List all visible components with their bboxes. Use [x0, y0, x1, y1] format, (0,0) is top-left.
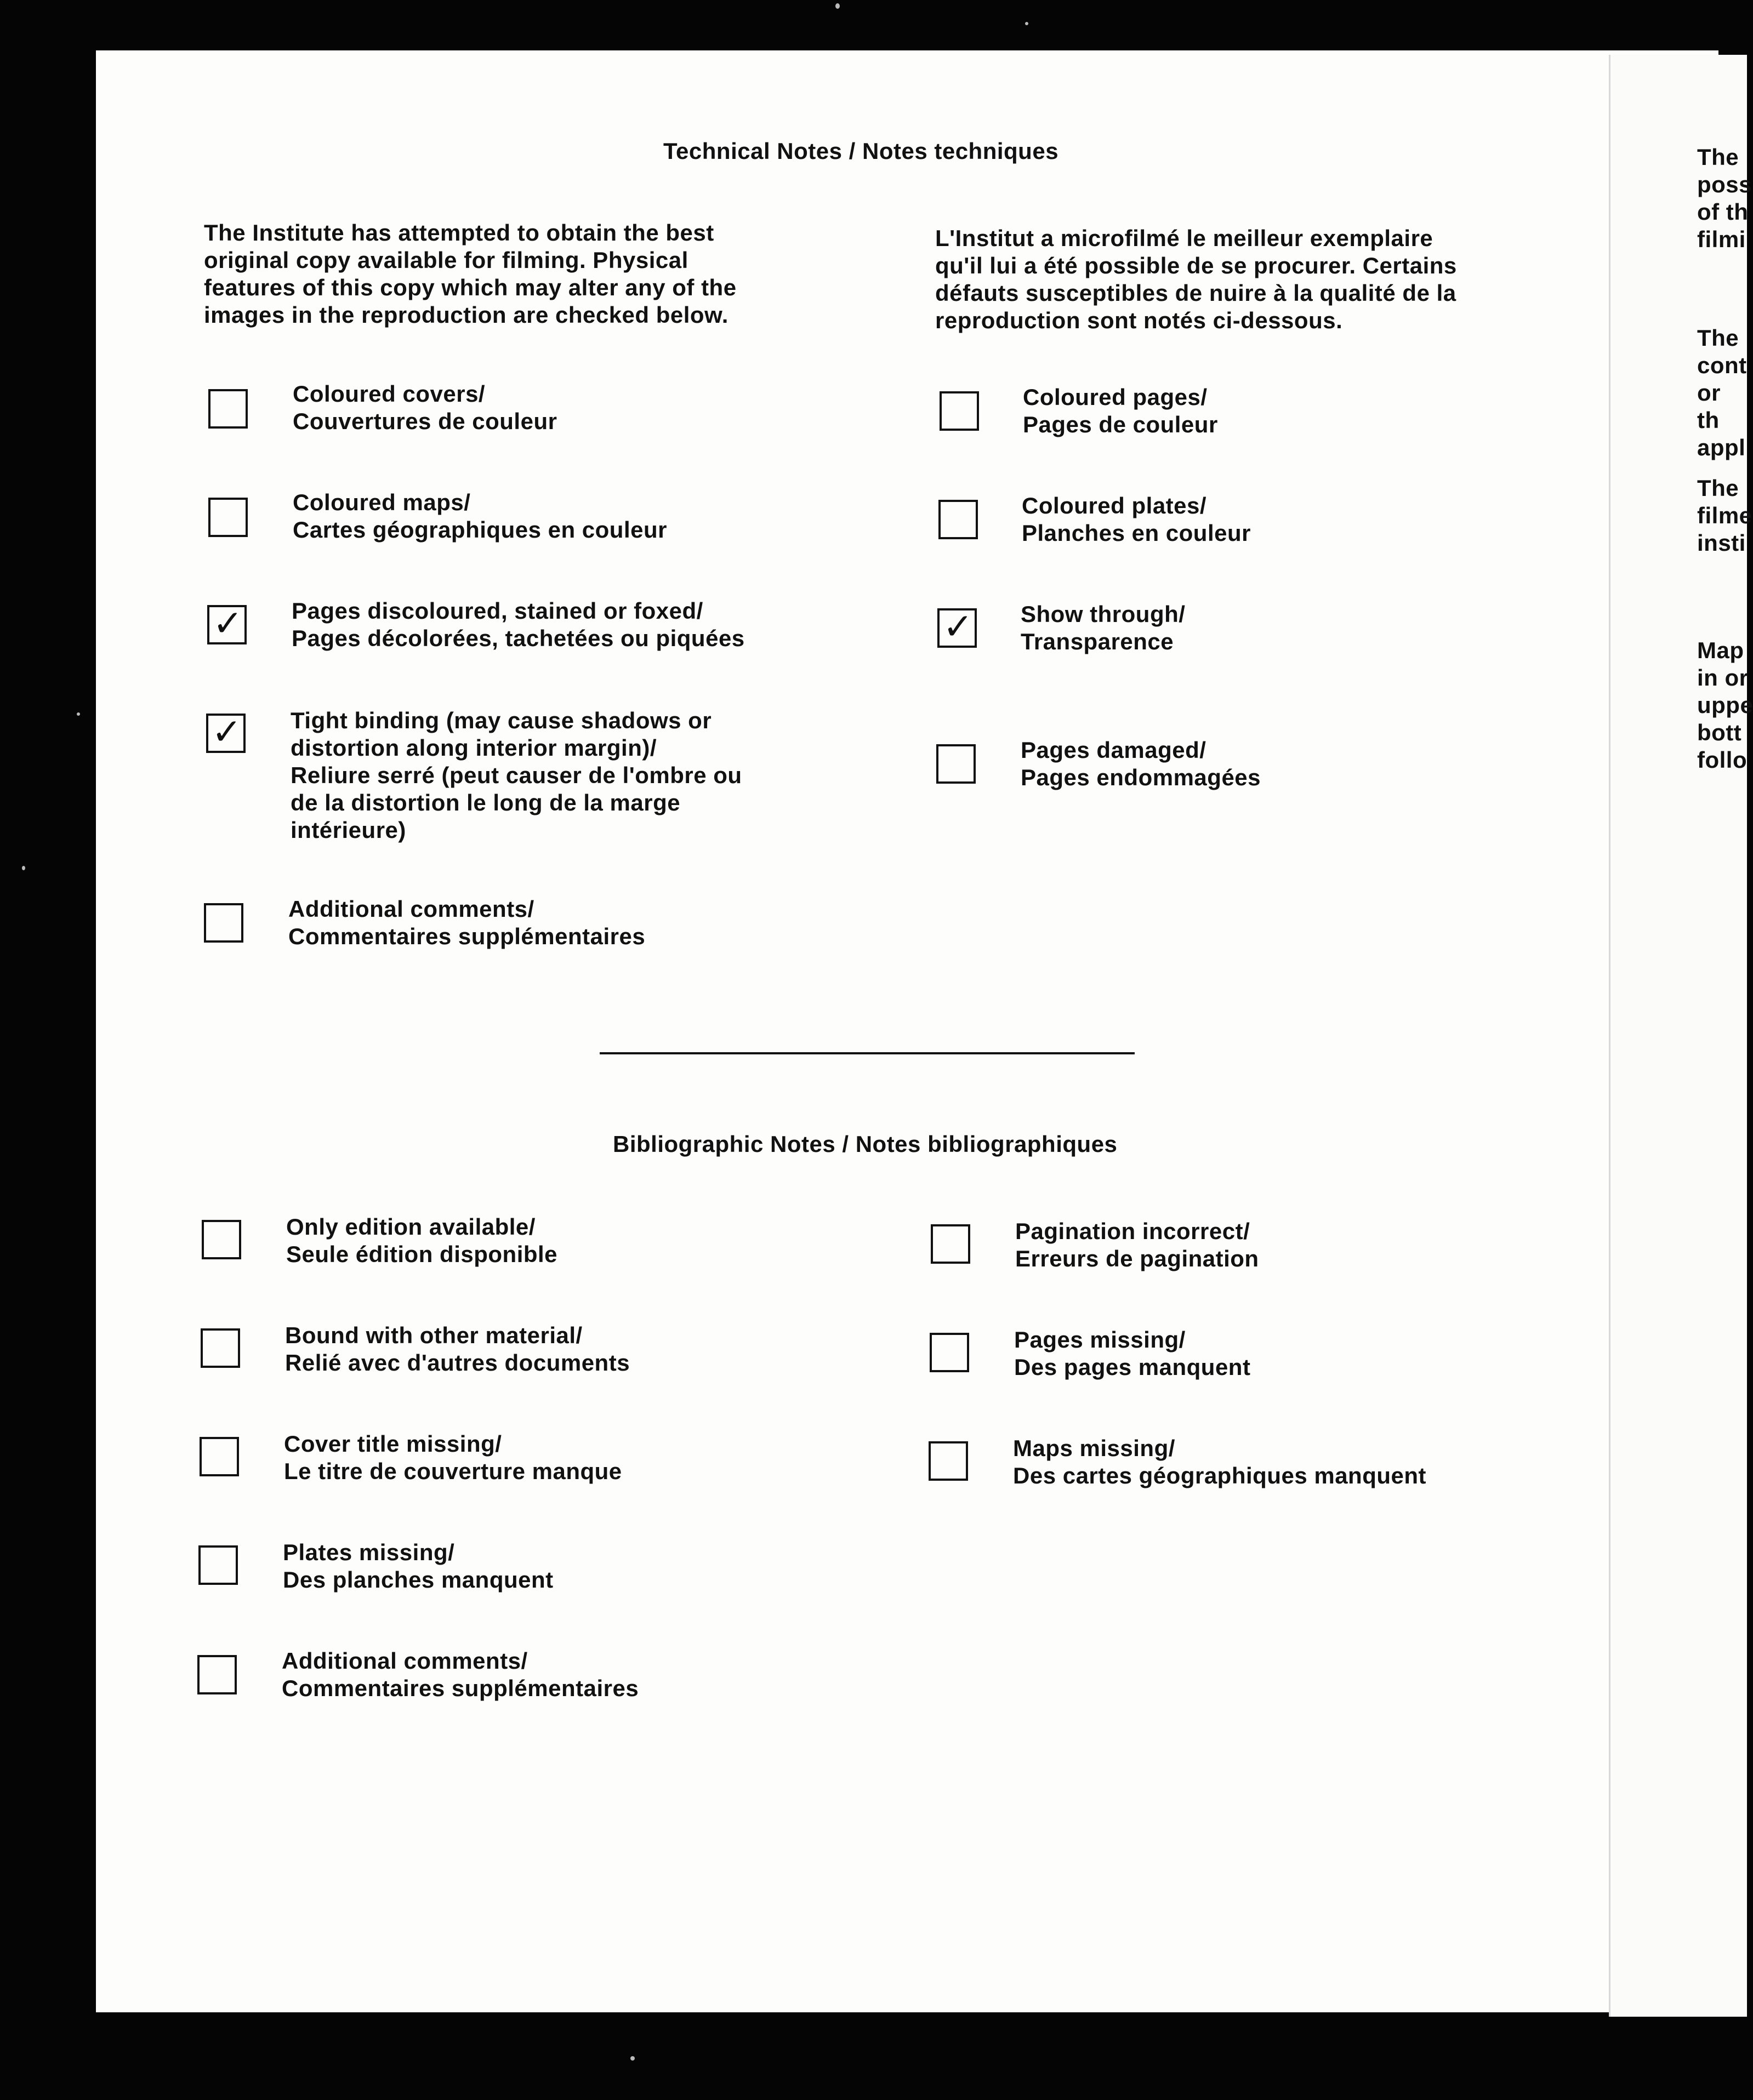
label-line: intérieure)	[291, 817, 406, 843]
intro-french	[935, 225, 1457, 334]
adjacent-page-text	[1697, 144, 1752, 253]
fragment: The	[1697, 475, 1739, 501]
intro-english-line: original copy available for filming. Physical	[204, 247, 688, 273]
label-coloured-plates	[1022, 492, 1251, 547]
label-line: Only edition available/	[286, 1214, 536, 1240]
film-speck	[22, 866, 25, 870]
checkbox-cover-title-missing[interactable]	[200, 1437, 239, 1476]
checkbox-bound-with[interactable]	[201, 1328, 240, 1368]
label-coloured-maps	[293, 489, 667, 544]
label-line: Maps missing/	[1013, 1435, 1175, 1461]
label-pages-discoloured	[292, 597, 745, 652]
adjacent-page-text	[1697, 475, 1752, 557]
intro-english-line: features of this copy which may alter any of the	[204, 275, 737, 300]
label-bound-with	[285, 1322, 630, 1377]
fragment: Map	[1697, 637, 1744, 663]
checkbox-only-edition[interactable]	[202, 1220, 241, 1259]
checkbox-pages-damaged[interactable]	[936, 744, 976, 784]
label-line: Cartes géographiques en couleur	[293, 517, 667, 543]
technical-notes-heading: Technical Notes / Notes techniques	[663, 138, 1059, 164]
checkbox-pages-discoloured[interactable]	[207, 602, 247, 644]
label-line: Couvertures de couleur	[293, 408, 557, 434]
label-line: Seule édition disponible	[286, 1241, 558, 1267]
bibliographic-notes-heading: Bibliographic Notes / Notes bibliographiques	[613, 1131, 1118, 1157]
label-coloured-covers	[293, 380, 557, 435]
fragment: filme	[1697, 503, 1752, 528]
checkbox-coloured-covers[interactable]	[208, 389, 248, 429]
label-line: Additional comments/	[282, 1648, 528, 1674]
label-pages-missing	[1014, 1326, 1250, 1381]
label-line: distortion along interior margin)/	[291, 735, 657, 761]
label-line: Erreurs de pagination	[1015, 1246, 1259, 1271]
label-only-edition	[286, 1213, 557, 1268]
checkbox-tight-binding[interactable]	[206, 711, 246, 753]
label-line: Commentaires supplémentaires	[282, 1675, 639, 1701]
fragment: or th	[1697, 380, 1721, 433]
check-mark-icon: ✓	[212, 711, 242, 753]
label-line: Pages décolorées, tachetées ou piquées	[292, 625, 745, 651]
checkbox-show-through[interactable]	[937, 608, 977, 648]
checkbox-coloured-maps[interactable]	[208, 498, 248, 537]
fragment: bott	[1697, 720, 1742, 745]
label-maps-missing	[1013, 1435, 1426, 1490]
label-line: Pagination incorrect/	[1015, 1218, 1250, 1244]
label-line: Des pages manquent	[1014, 1354, 1251, 1380]
intro-english-line: The Institute has attempted to obtain the best	[204, 220, 714, 246]
intro-english-line: images in the reproduction are checked below.	[204, 302, 728, 328]
fragment: follo	[1697, 747, 1748, 773]
label-line: Commentaires supplémentaires	[288, 923, 646, 949]
label-cover-title-missing	[284, 1430, 622, 1485]
check-mark-icon: ✓	[213, 602, 243, 644]
label-line: Bound with other material/	[285, 1322, 583, 1348]
film-speck	[77, 712, 80, 716]
fragment: appl	[1697, 435, 1746, 460]
section-divider	[600, 1052, 1135, 1054]
label-line: Coloured plates/	[1022, 493, 1207, 518]
intro-french-line: reproduction sont notés ci-dessous.	[935, 307, 1343, 333]
label-line: Des planches manquent	[283, 1567, 554, 1593]
label-tight-binding	[291, 707, 742, 844]
label-additional-comments-bibliographic	[282, 1647, 639, 1702]
label-line: Pages damaged/	[1021, 737, 1206, 763]
adjacent-page-text	[1697, 637, 1753, 774]
label-line: Show through/	[1021, 601, 1186, 627]
label-line: Planches en couleur	[1022, 520, 1251, 546]
label-additional-comments-technical	[288, 895, 645, 950]
checkbox-coloured-plates[interactable]	[938, 500, 978, 539]
intro-french-line: L'Institut a microfilmé le meilleur exemplaire	[935, 225, 1433, 251]
label-line: Des cartes géographiques manquent	[1013, 1463, 1427, 1488]
label-line: Tight binding (may cause shadows or	[291, 707, 712, 733]
label-show-through	[1021, 601, 1185, 655]
label-line: Coloured pages/	[1023, 384, 1208, 410]
label-line: Pages de couleur	[1023, 412, 1218, 437]
checkbox-pages-missing[interactable]	[930, 1333, 969, 1372]
label-line: Cover title missing/	[284, 1431, 502, 1457]
label-pagination-incorrect	[1015, 1218, 1259, 1272]
label-pages-damaged	[1021, 737, 1261, 791]
label-line: Pages discoloured, stained or foxed/	[292, 598, 703, 624]
film-speck	[835, 3, 840, 9]
label-line: Coloured covers/	[293, 381, 486, 407]
check-mark-icon: ✓	[943, 606, 974, 648]
label-line: Relié avec d'autres documents	[285, 1350, 630, 1376]
intro-french-line: qu'il lui a été possible de se procurer. Certains	[935, 253, 1457, 278]
fragment: of th	[1697, 199, 1749, 225]
checkbox-pagination-incorrect[interactable]	[931, 1224, 970, 1264]
fragment: The	[1697, 325, 1739, 351]
intro-english	[204, 219, 737, 329]
label-coloured-pages	[1023, 384, 1218, 438]
fragment: poss	[1697, 172, 1752, 197]
label-line: Reliure serré (peut causer de l'ombre ou	[291, 762, 742, 788]
label-line: Le titre de couverture manque	[284, 1458, 622, 1484]
checkbox-additional-comments-bibliographic[interactable]	[197, 1655, 237, 1694]
fragment: filmi	[1697, 226, 1746, 252]
label-plates-missing	[283, 1539, 554, 1594]
fragment: uppe	[1697, 692, 1753, 718]
checkbox-plates-missing[interactable]	[198, 1545, 238, 1585]
checkbox-additional-comments-technical[interactable]	[204, 903, 243, 943]
fragment: insti	[1697, 530, 1746, 556]
adjacent-page-text	[1697, 324, 1747, 461]
fragment: in or	[1697, 665, 1749, 691]
film-speck	[630, 2056, 635, 2061]
label-line: Pages endommagées	[1021, 764, 1261, 790]
checkbox-maps-missing[interactable]	[929, 1441, 968, 1481]
label-line: Additional comments/	[288, 896, 534, 922]
checkbox-coloured-pages[interactable]	[940, 391, 979, 431]
film-speck	[1025, 22, 1028, 25]
fragment: The	[1697, 144, 1739, 170]
intro-french-line: défauts susceptibles de nuire à la qualité de la	[935, 280, 1456, 306]
label-line: Transparence	[1021, 629, 1174, 654]
fragment: cont	[1697, 352, 1747, 378]
label-line: de la distortion le long de la marge	[291, 790, 681, 815]
label-line: Pages missing/	[1014, 1327, 1186, 1353]
label-line: Coloured maps/	[293, 489, 471, 515]
label-line: Plates missing/	[283, 1539, 455, 1565]
document-page	[96, 50, 1718, 2012]
